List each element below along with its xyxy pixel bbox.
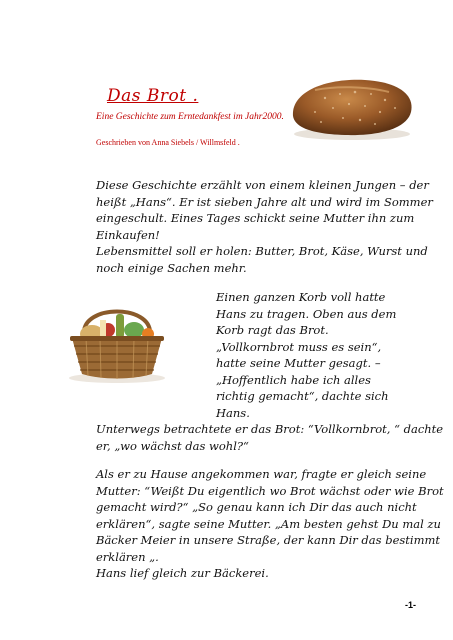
text-line: erklären“, sagte seine Mutter. „Am besten gehst Du mal zu bbox=[96, 516, 441, 531]
paragraph-at-home bbox=[96, 466, 444, 582]
text-line: Hans. bbox=[216, 405, 250, 420]
page-title: Das Brot . bbox=[107, 86, 199, 106]
text-line: Mutter: “Weißt Du eigentlich wo Brot wächst oder wie Brot bbox=[96, 483, 444, 498]
text-line: Diese Geschichte erzählt von einem kleinen Jungen – der bbox=[96, 178, 429, 192]
text-line: hatte seine Mutter gesagt. – bbox=[216, 356, 381, 370]
text-line: „Vollkornbrot muss es sein“, bbox=[216, 339, 382, 354]
text-line: Unterwegs betrachtete er das Brot: “Vollkornbrot, “ dachte bbox=[96, 422, 444, 436]
text-line: Hans lief gleich zur Bäckerei. bbox=[96, 566, 269, 580]
basket-image bbox=[62, 294, 172, 388]
text-line: „Hoffentlich habe ich alles bbox=[216, 372, 371, 387]
bread-image bbox=[285, 72, 417, 148]
author-line: Geschrieben von Anna Siebels / Willmsfeld . bbox=[96, 138, 240, 147]
text-line: noch einige Sachen mehr. bbox=[96, 260, 247, 275]
paragraph-on-the-way bbox=[96, 421, 444, 454]
text-line: Lebensmittel soll er holen: Butter, Brot, Käse, Wurst und bbox=[96, 244, 428, 258]
text-line: heißt „Hans“. Er ist sieben Jahre alt und wird im Sommer bbox=[96, 194, 433, 209]
text-line: Als er zu Hause angekommen war, fragte er gleich seine bbox=[96, 467, 427, 481]
text-line: Bäcker Meier in unsere Straße, der kann Dir das bestimmt bbox=[96, 533, 441, 547]
paragraph-intro bbox=[96, 177, 433, 276]
text-line: er, „wo wächst das wohl?“ bbox=[96, 438, 249, 453]
text-line: erklären „. bbox=[96, 549, 159, 564]
subtitle: Eine Geschichte zum Erntedankfest im Jahr2000. bbox=[96, 112, 284, 122]
text-line: Einkaufen! bbox=[96, 227, 160, 242]
text-line: gemacht wird?“ „So genau kann ich Dir das auch nicht bbox=[96, 500, 417, 514]
text-line: richtig gemacht“, dachte sich bbox=[216, 389, 389, 403]
paragraph-basket bbox=[216, 289, 411, 421]
text-line: Korb ragt das Brot. bbox=[216, 323, 329, 337]
text-line: Einen ganzen Korb voll hatte bbox=[216, 290, 386, 304]
text-line: Hans zu tragen. Oben aus dem bbox=[216, 306, 397, 321]
page-number: -1- bbox=[405, 600, 416, 610]
text-line: eingeschult. Eines Tages schickt seine Mutter ihn zum bbox=[96, 211, 415, 225]
